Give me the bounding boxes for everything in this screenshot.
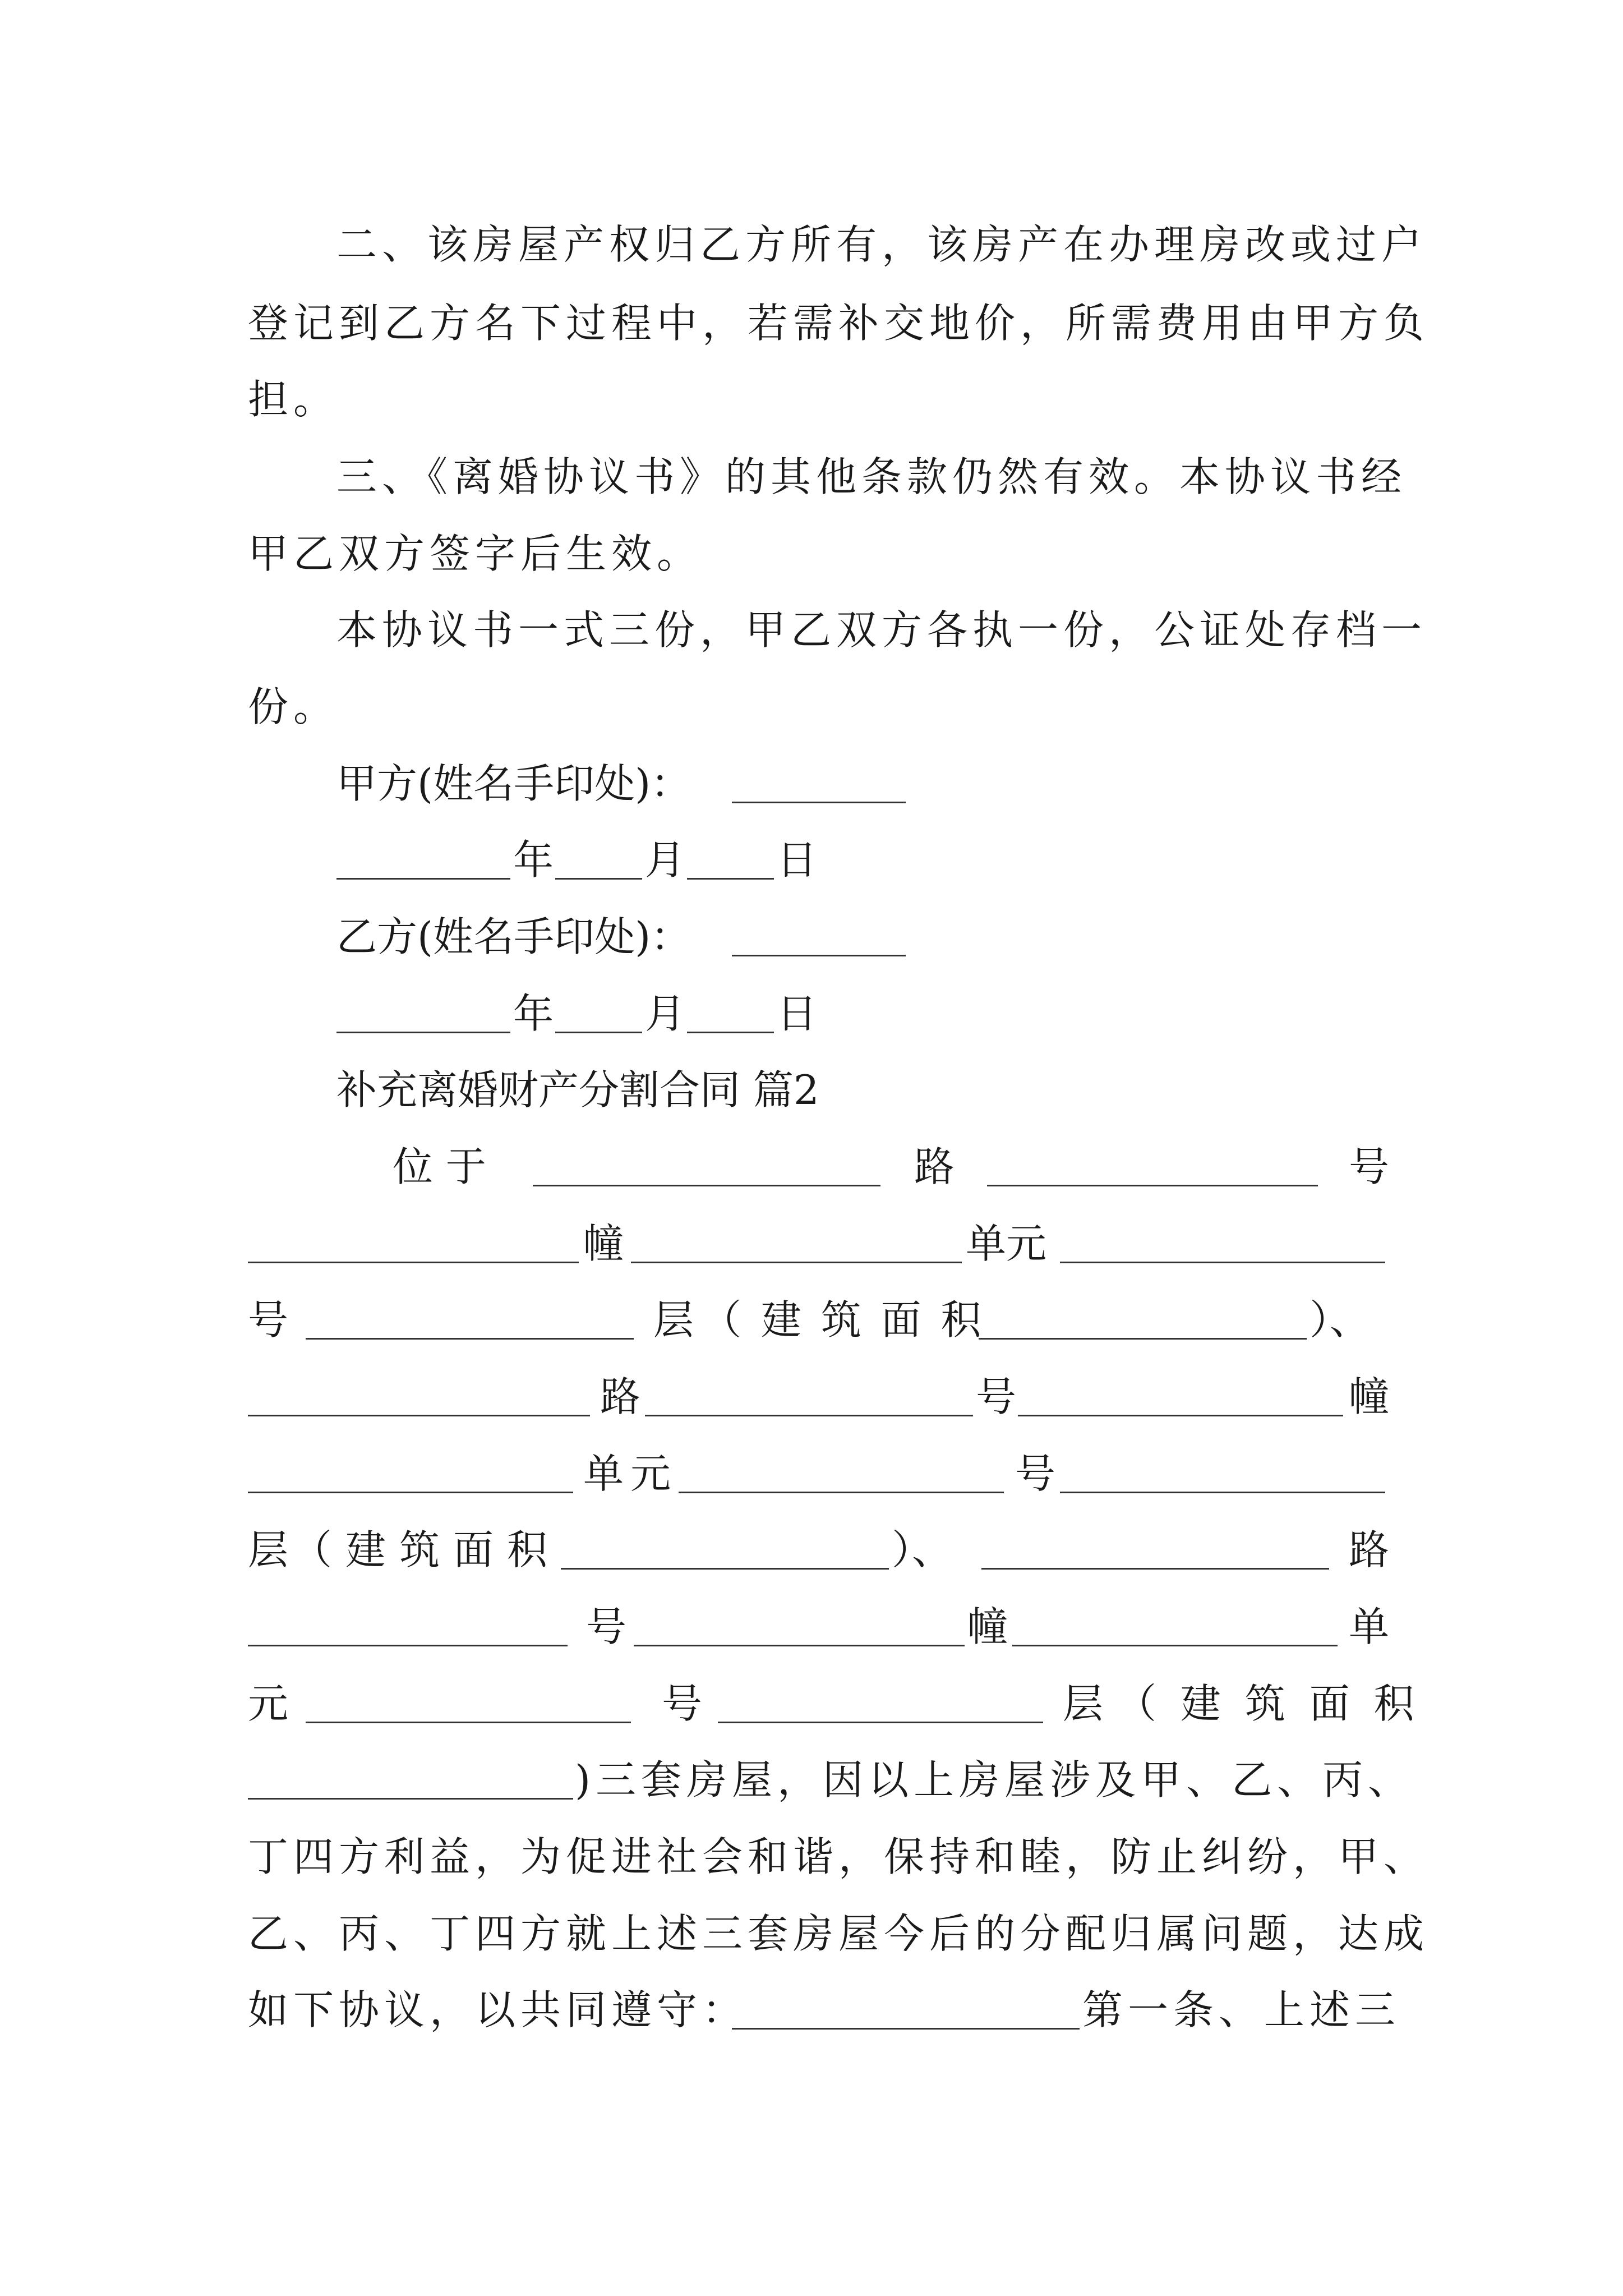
doc-line [0, 596, 1623, 664]
party-b-signature-line [0, 903, 1623, 970]
address-line [0, 1516, 1623, 1584]
address-line [0, 1133, 1623, 1200]
party-b-label: 乙方(姓名手印处)： [336, 913, 691, 960]
day-label: 日 [777, 990, 818, 1037]
unit-blank[interactable] [1012, 1645, 1338, 1646]
number-label: 号 [1349, 1143, 1390, 1190]
doc-line [0, 673, 1623, 740]
road-blank[interactable] [248, 1415, 590, 1416]
located-at-label: 位 于 [393, 1143, 486, 1190]
party-a-label: 甲方(姓名手印处)： [336, 760, 691, 807]
number-label: 号 [662, 1680, 703, 1727]
day-label: 日 [777, 836, 818, 884]
year-blank[interactable] [336, 1032, 510, 1033]
building-label: 幢 [583, 1220, 624, 1267]
clause-3-line-1: 三、《离婚协议书》的其他条款仍然有效。本协议书经 [336, 453, 1407, 500]
address-line [0, 1286, 1623, 1354]
unit-label-part: 元 [248, 1680, 289, 1727]
party-b-date-line [0, 980, 1623, 1047]
address-line [0, 1593, 1623, 1660]
address-line [0, 1440, 1623, 1507]
month-label: 月 [645, 990, 686, 1037]
number-label: 号 [586, 1603, 627, 1650]
copies-line-2: 份。 [248, 683, 339, 730]
agreement-line-3: 乙、丙、丁四方就上述三套房屋今后的分配归属问题，达成 [248, 1910, 1430, 1957]
number-blank[interactable] [1060, 1262, 1385, 1263]
doc-line [0, 1823, 1623, 1890]
number-blank[interactable] [679, 1492, 1004, 1493]
doc-line [0, 443, 1623, 510]
area-blank[interactable] [979, 1338, 1307, 1340]
number-blank[interactable] [248, 1645, 568, 1646]
number-blank[interactable] [306, 1722, 631, 1723]
doc-line [0, 1056, 1623, 1124]
building-blank[interactable] [248, 1262, 579, 1263]
number-label: 号 [248, 1296, 289, 1343]
clause-2-line-1: 二、该房屋产权归乙方所有，该房产在办理房改或过户 [336, 221, 1427, 268]
road-label: 路 [600, 1373, 641, 1420]
clause-2-line-3: 担。 [248, 376, 339, 423]
building-blank[interactable] [1018, 1415, 1343, 1416]
building-blank[interactable] [634, 1645, 965, 1646]
agreement-line-2: 丁四方利益，为促进社会和谐，保持和睦，防止纠纷，甲、 [248, 1833, 1430, 1880]
floor-label: 层 [248, 1526, 289, 1573]
year-label: 年 [513, 836, 554, 884]
doc-line [0, 366, 1623, 433]
address-line [0, 1670, 1623, 1737]
unit-label: 单元 [966, 1220, 1047, 1267]
number-blank[interactable] [987, 1185, 1318, 1186]
number-blank[interactable] [645, 1415, 973, 1416]
unit-label-part: 单 [1349, 1603, 1390, 1650]
address-line [0, 1746, 1623, 1814]
area-open-label: （建筑面积 [292, 1526, 561, 1573]
address-line [0, 1210, 1623, 1277]
area-blank[interactable] [248, 1798, 573, 1800]
road-blank[interactable] [533, 1185, 880, 1186]
party-a-signature-line [0, 750, 1623, 817]
year-blank[interactable] [336, 878, 510, 880]
unit-label: 单元 [583, 1450, 678, 1497]
address-line [0, 1363, 1623, 1430]
area-close-label: ）、 [1310, 1296, 1371, 1343]
month-label: 月 [645, 836, 686, 884]
agreement-blank[interactable] [732, 2028, 1080, 2030]
doc-line [0, 520, 1623, 587]
floor-label: 层 [1063, 1680, 1104, 1727]
agreement-line-4a: 如下协议，以共同遵守： [248, 1986, 748, 2033]
month-blank[interactable] [555, 1032, 642, 1033]
doc-line [0, 1976, 1623, 2044]
area-open-label: （ 建 筑 面 积 [1116, 1680, 1420, 1727]
agreement-line-4b: 第一条、上述三 [1082, 1986, 1401, 2033]
number-label: 号 [1015, 1450, 1056, 1497]
day-blank[interactable] [687, 1032, 774, 1033]
day-blank[interactable] [687, 878, 774, 880]
floor-blank[interactable] [306, 1338, 634, 1340]
doc-line [0, 1900, 1623, 1967]
building-label: 幢 [1349, 1373, 1390, 1420]
party-a-signature-blank[interactable] [732, 802, 906, 803]
section-title: 补充离婚财产分割合同 篇2 [336, 1066, 819, 1114]
party-a-date-line [0, 826, 1623, 894]
number-label: 号 [976, 1373, 1017, 1420]
floor-blank[interactable] [1060, 1492, 1385, 1493]
road-label: 路 [914, 1143, 955, 1190]
month-blank[interactable] [555, 878, 642, 880]
unit-blank[interactable] [631, 1262, 962, 1263]
unit-blank[interactable] [248, 1492, 573, 1493]
year-label: 年 [513, 990, 554, 1037]
road-label: 路 [1349, 1526, 1390, 1573]
three-houses-text: )三套房屋，因以上房屋涉及甲、乙、丙、 [575, 1756, 1414, 1803]
clause-2-line-2: 登记到乙方名下过程中，若需补交地价，所需费用由甲方负 [248, 300, 1430, 347]
area-close-label: ）、 [892, 1526, 953, 1573]
area-open-label: （ 建 筑 面 积 [701, 1296, 985, 1343]
clause-3-line-2: 甲乙双方签字后生效。 [248, 530, 703, 577]
floor-label: 层 [653, 1296, 694, 1343]
copies-line-1: 本协议书一式三份，甲乙双方各执一份，公证处存档一 [336, 606, 1427, 654]
road-blank[interactable] [981, 1568, 1329, 1570]
floor-blank[interactable] [718, 1722, 1043, 1723]
party-b-signature-blank[interactable] [732, 955, 906, 956]
doc-line [0, 211, 1623, 278]
area-blank[interactable] [561, 1568, 889, 1570]
doc-line [0, 289, 1623, 357]
building-label: 幢 [967, 1603, 1008, 1650]
